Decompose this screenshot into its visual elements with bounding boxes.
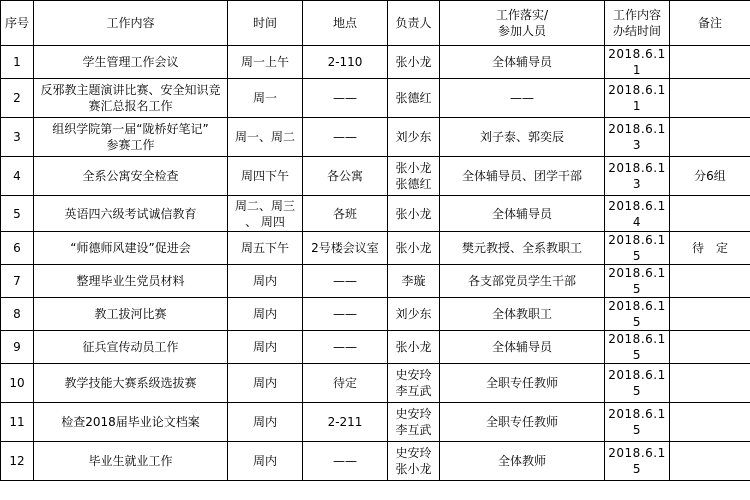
cell-task[interactable]: 学生管理工作会议 — [34, 46, 228, 79]
cell-place[interactable]: 2-110 — [303, 46, 388, 79]
cell-task[interactable]: 英语四六级考试诚信教育 — [34, 196, 228, 232]
cell-place[interactable]: 2号楼会议室 — [303, 232, 388, 265]
cell-deadline[interactable]: 2018.6.14 — [605, 196, 670, 232]
cell-task[interactable]: 毕业生就业工作 — [34, 442, 228, 481]
cell-note[interactable] — [670, 79, 750, 118]
cell-place[interactable]: —— — [303, 118, 388, 157]
cell-seq[interactable]: 10 — [1, 364, 34, 403]
cell-place[interactable]: —— — [303, 265, 388, 298]
cell-task[interactable]: 全系公寓安全检查 — [34, 157, 228, 196]
cell-seq[interactable]: 6 — [1, 232, 34, 265]
cell-place[interactable]: —— — [303, 298, 388, 331]
table-row[interactable] — [1, 157, 750, 196]
cell-owner[interactable]: 张小龙 — [388, 196, 440, 232]
table-row[interactable] — [1, 364, 750, 403]
header-row — [1, 1, 750, 46]
cell-owner[interactable]: 李璇 — [388, 265, 440, 298]
table-row[interactable] — [1, 118, 750, 157]
cell-seq[interactable]: 2 — [1, 79, 34, 118]
cell-participants[interactable]: —— — [440, 79, 605, 118]
cell-deadline[interactable]: 2018.6.13 — [605, 118, 670, 157]
cell-participants[interactable]: 全体教职工 — [440, 298, 605, 331]
cell-participants[interactable]: 全体教师 — [440, 442, 605, 481]
table-row[interactable] — [1, 265, 750, 298]
table-row[interactable] — [1, 232, 750, 265]
cell-note[interactable] — [670, 265, 750, 298]
cell-place[interactable]: —— — [303, 79, 388, 118]
cell-time[interactable]: 周内 — [228, 331, 303, 364]
cell-seq[interactable]: 1 — [1, 46, 34, 79]
cell-deadline[interactable]: 2018.6.11 — [605, 46, 670, 79]
cell-task[interactable]: 征兵宣传动员工作 — [34, 331, 228, 364]
cell-owner[interactable]: 刘少东 — [388, 298, 440, 331]
cell-deadline[interactable]: 2018.6.15 — [605, 331, 670, 364]
cell-owner[interactable]: 史安玲 张小龙 — [388, 442, 440, 481]
cell-seq[interactable]: 11 — [1, 403, 34, 442]
cell-participants[interactable]: 全职专任教师 — [440, 403, 605, 442]
cell-owner[interactable]: 张小龙 — [388, 232, 440, 265]
cell-time[interactable]: 周内 — [228, 442, 303, 481]
cell-owner[interactable]: 刘少东 — [388, 118, 440, 157]
cell-time[interactable]: 周一、周二 — [228, 118, 303, 157]
cell-task[interactable]: 整理毕业生党员材料 — [34, 265, 228, 298]
cell-task[interactable]: “师德师风建设”促进会 — [34, 232, 228, 265]
cell-deadline[interactable]: 2018.6.15 — [605, 232, 670, 265]
cell-owner[interactable]: 史安玲 李互武 — [388, 364, 440, 403]
cell-seq[interactable]: 7 — [1, 265, 34, 298]
cell-time[interactable]: 周内 — [228, 403, 303, 442]
cell-participants[interactable]: 刘子泰、郭奕辰 — [440, 118, 605, 157]
cell-note[interactable] — [670, 364, 750, 403]
cell-owner[interactable]: 张小龙 — [388, 46, 440, 79]
cell-deadline[interactable]: 2018.6.15 — [605, 298, 670, 331]
header-seq: 序号 — [1, 1, 34, 46]
cell-participants[interactable]: 樊元教授、全系教职工 — [440, 232, 605, 265]
cell-place[interactable]: —— — [303, 442, 388, 481]
cell-participants[interactable]: 全职专任教师 — [440, 364, 605, 403]
cell-task[interactable]: 教工拔河比赛 — [34, 298, 228, 331]
cell-task[interactable]: 组织学院第一届“陇桥好笔记” 参赛工作 — [34, 118, 228, 157]
cell-time[interactable]: 周内 — [228, 298, 303, 331]
cell-deadline[interactable]: 2018.6.15 — [605, 403, 670, 442]
table-row[interactable] — [1, 442, 750, 481]
cell-time[interactable]: 周一 — [228, 79, 303, 118]
cell-deadline[interactable]: 2018.6.15 — [605, 265, 670, 298]
cell-seq[interactable]: 12 — [1, 442, 34, 481]
cell-note[interactable] — [670, 118, 750, 157]
cell-seq[interactable]: 9 — [1, 331, 34, 364]
header-note: 备注 — [670, 1, 750, 46]
cell-note[interactable] — [670, 298, 750, 331]
cell-seq[interactable]: 4 — [1, 157, 34, 196]
header-place: 地点 — [303, 1, 388, 46]
cell-place[interactable]: 各公寓 — [303, 157, 388, 196]
cell-time[interactable]: 周五下午 — [228, 232, 303, 265]
cell-owner[interactable]: 张小龙 张德红 — [388, 157, 440, 196]
cell-deadline[interactable]: 2018.6.13 — [605, 157, 670, 196]
cell-participants[interactable]: 全体辅导员 — [440, 46, 605, 79]
cell-owner[interactable]: 张小龙 — [388, 331, 440, 364]
cell-time[interactable]: 周四下午 — [228, 157, 303, 196]
cell-note[interactable] — [670, 442, 750, 481]
cell-deadline[interactable]: 2018.6.15 — [605, 364, 670, 403]
cell-note[interactable] — [670, 46, 750, 79]
cell-note[interactable] — [670, 403, 750, 442]
table-row[interactable] — [1, 79, 750, 118]
cell-place[interactable]: 各班 — [303, 196, 388, 232]
table-row[interactable] — [1, 403, 750, 442]
header-task: 工作内容 — [34, 1, 228, 46]
cell-note[interactable]: 分6组 — [670, 157, 750, 196]
cell-seq[interactable]: 5 — [1, 196, 34, 232]
header-deadline: 工作内容 办结时间 — [605, 1, 670, 46]
cell-participants[interactable]: 各支部党员学生干部 — [440, 265, 605, 298]
table-row[interactable] — [1, 46, 750, 79]
cell-seq[interactable]: 3 — [1, 118, 34, 157]
header-owner: 负责人 — [388, 1, 440, 46]
table-row[interactable] — [1, 331, 750, 364]
cell-time[interactable]: 周二、周三 、 周四 — [228, 196, 303, 232]
cell-task[interactable]: 教学技能大赛系级选拔赛 — [34, 364, 228, 403]
header-participants: 工作落实/ 参加人员 — [440, 1, 605, 46]
cell-place[interactable]: 2-211 — [303, 403, 388, 442]
cell-time[interactable]: 周一上午 — [228, 46, 303, 79]
cell-note[interactable] — [670, 331, 750, 364]
cell-time[interactable]: 周内 — [228, 364, 303, 403]
header-time: 时间 — [228, 1, 303, 46]
cell-note[interactable] — [670, 196, 750, 232]
cell-deadline[interactable]: 2018.6.11 — [605, 79, 670, 118]
table-row[interactable] — [1, 196, 750, 232]
cell-owner[interactable]: 史安玲 李互武 — [388, 403, 440, 442]
cell-time[interactable]: 周内 — [228, 265, 303, 298]
cell-participants[interactable]: 全体辅导员 — [440, 196, 605, 232]
cell-owner[interactable]: 张德红 — [388, 79, 440, 118]
cell-seq[interactable]: 8 — [1, 298, 34, 331]
table-row[interactable] — [1, 298, 750, 331]
cell-place[interactable]: —— — [303, 331, 388, 364]
cell-task[interactable]: 检查2018届毕业论文档案 — [34, 403, 228, 442]
cell-participants[interactable]: 全体辅导员、团学干部 — [440, 157, 605, 196]
cell-task[interactable]: 反邪教主题演讲比赛、安全知识竞 赛汇总报名工作 — [34, 79, 228, 118]
cell-place[interactable]: 待定 — [303, 364, 388, 403]
cell-deadline[interactable]: 2018.6.15 — [605, 442, 670, 481]
cell-note[interactable]: 待 定 — [670, 232, 750, 265]
cell-participants[interactable]: 全体辅导员 — [440, 331, 605, 364]
